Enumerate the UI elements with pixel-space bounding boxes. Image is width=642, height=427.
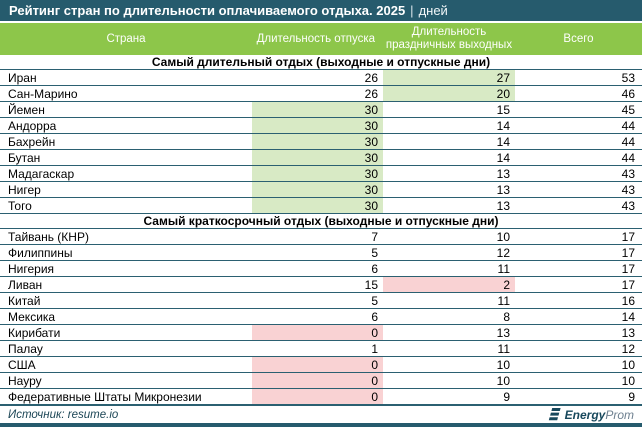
table-row bbox=[0, 118, 642, 134]
total-days-cell: 17 bbox=[515, 245, 642, 261]
country-cell: Бахрейн bbox=[0, 134, 252, 150]
holiday-days-cell: 20 bbox=[383, 86, 515, 102]
holiday-days-cell: 13 bbox=[383, 198, 515, 214]
holiday-days-cell: 10 bbox=[383, 357, 515, 373]
table-row bbox=[0, 134, 642, 150]
total-days-cell: 9 bbox=[515, 389, 642, 405]
country-cell: Федеративные Штаты Микронезии bbox=[0, 389, 252, 405]
logo-text-prom: Prom bbox=[605, 407, 634, 422]
table-row bbox=[0, 277, 642, 293]
energyprom-logo-icon bbox=[547, 408, 562, 421]
table-row bbox=[0, 357, 642, 373]
country-cell: Тайвань (КНР) bbox=[0, 229, 252, 245]
country-cell: Того bbox=[0, 198, 252, 214]
table-row bbox=[0, 341, 642, 357]
vacation-days-cell: 5 bbox=[252, 245, 383, 261]
table-row bbox=[0, 166, 642, 182]
country-cell: Китай bbox=[0, 293, 252, 309]
vacation-days-cell: 30 bbox=[252, 182, 383, 198]
total-days-cell: 17 bbox=[515, 261, 642, 277]
vacation-days-cell: 30 bbox=[252, 166, 383, 182]
country-cell: Ливан bbox=[0, 277, 252, 293]
total-days-cell: 44 bbox=[515, 134, 642, 150]
country-cell: Бутан bbox=[0, 150, 252, 166]
section-header: Самый краткосрочный отдых (выходные и отпускные дни) bbox=[0, 214, 642, 229]
country-cell: Мексика bbox=[0, 309, 252, 325]
holiday-days-cell: 11 bbox=[383, 341, 515, 357]
table-row bbox=[0, 373, 642, 389]
holiday-days-cell: 13 bbox=[383, 325, 515, 341]
total-days-cell: 43 bbox=[515, 182, 642, 198]
holiday-days-cell: 8 bbox=[383, 309, 515, 325]
vacation-days-cell: 30 bbox=[252, 118, 383, 134]
vacation-days-cell: 30 bbox=[252, 150, 383, 166]
vacation-days-cell: 6 bbox=[252, 261, 383, 277]
country-cell: Йемен bbox=[0, 102, 252, 118]
source-note: Источник: resume.io bbox=[8, 408, 119, 421]
column-header-row bbox=[0, 23, 642, 55]
page-title: Рейтинг стран по длительности оплачиваемого отдыха. 2025 bbox=[9, 3, 406, 18]
country-cell: Нигер bbox=[0, 182, 252, 198]
country-cell: Иран bbox=[0, 70, 252, 86]
vacation-days-cell: 0 bbox=[252, 389, 383, 405]
country-cell: Кирибати bbox=[0, 325, 252, 341]
table-row bbox=[0, 182, 642, 198]
column-header-country: Страна bbox=[0, 23, 252, 55]
holiday-days-cell: 12 bbox=[383, 245, 515, 261]
table-row bbox=[0, 309, 642, 325]
vacation-days-cell: 7 bbox=[252, 229, 383, 245]
table-row bbox=[0, 70, 642, 86]
country-cell: Палау bbox=[0, 341, 252, 357]
total-days-cell: 14 bbox=[515, 309, 642, 325]
column-header-holidays: Длительность праздничных выходных bbox=[383, 23, 515, 55]
total-days-cell: 10 bbox=[515, 373, 642, 389]
total-days-cell: 16 bbox=[515, 293, 642, 309]
country-cell: Науру bbox=[0, 373, 252, 389]
table-row bbox=[0, 245, 642, 261]
vacation-days-cell: 26 bbox=[252, 86, 383, 102]
holiday-days-cell: 27 bbox=[383, 70, 515, 86]
total-days-cell: 10 bbox=[515, 357, 642, 373]
holiday-days-cell: 10 bbox=[383, 229, 515, 245]
energyprom-logo bbox=[547, 406, 634, 424]
total-days-cell: 44 bbox=[515, 150, 642, 166]
holiday-days-cell: 9 bbox=[383, 389, 515, 405]
table-row bbox=[0, 389, 642, 405]
section-header-row bbox=[0, 214, 642, 229]
total-days-cell: 17 bbox=[515, 229, 642, 245]
table-row bbox=[0, 229, 642, 245]
total-days-cell: 46 bbox=[515, 86, 642, 102]
total-days-cell: 43 bbox=[515, 198, 642, 214]
holiday-days-cell: 13 bbox=[383, 182, 515, 198]
vacation-days-cell: 0 bbox=[252, 357, 383, 373]
holiday-days-cell: 14 bbox=[383, 134, 515, 150]
section-header-row bbox=[0, 55, 642, 70]
total-days-cell: 43 bbox=[515, 166, 642, 182]
vacation-days-cell: 26 bbox=[252, 70, 383, 86]
table-row bbox=[0, 150, 642, 166]
holiday-days-cell: 14 bbox=[383, 150, 515, 166]
total-days-cell: 53 bbox=[515, 70, 642, 86]
holiday-days-cell: 15 bbox=[383, 102, 515, 118]
country-cell: Нигерия bbox=[0, 261, 252, 277]
logo-text-energy: Energy bbox=[564, 407, 606, 422]
vacation-days-cell: 30 bbox=[252, 198, 383, 214]
column-header-total: Всего bbox=[515, 23, 642, 55]
holiday-days-cell: 11 bbox=[383, 261, 515, 277]
holiday-days-cell: 11 bbox=[383, 293, 515, 309]
total-days-cell: 17 bbox=[515, 277, 642, 293]
vacation-days-cell: 0 bbox=[252, 325, 383, 341]
vacation-days-cell: 30 bbox=[252, 134, 383, 150]
country-cell: США bbox=[0, 357, 252, 373]
title-bar bbox=[0, 0, 642, 21]
rating-table bbox=[0, 23, 642, 405]
section-header: Самый длительный отдых (выходные и отпускные дни) bbox=[0, 55, 642, 70]
footer bbox=[0, 405, 642, 423]
total-days-cell: 44 bbox=[515, 118, 642, 134]
vacation-days-cell: 0 bbox=[252, 373, 383, 389]
vacation-days-cell: 1 bbox=[252, 341, 383, 357]
vacation-days-cell: 15 bbox=[252, 277, 383, 293]
country-cell: Андорра bbox=[0, 118, 252, 134]
holiday-days-cell: 13 bbox=[383, 166, 515, 182]
total-days-cell: 45 bbox=[515, 102, 642, 118]
table-row bbox=[0, 325, 642, 341]
table-row bbox=[0, 102, 642, 118]
holiday-days-cell: 2 bbox=[383, 277, 515, 293]
vacation-days-cell: 5 bbox=[252, 293, 383, 309]
vacation-days-cell: 30 bbox=[252, 102, 383, 118]
country-cell: Сан-Марино bbox=[0, 86, 252, 102]
holiday-days-cell: 14 bbox=[383, 118, 515, 134]
bottom-bar bbox=[0, 423, 642, 427]
title-unit: дней bbox=[418, 3, 448, 18]
table-row bbox=[0, 86, 642, 102]
table-row bbox=[0, 261, 642, 277]
total-days-cell: 12 bbox=[515, 341, 642, 357]
title-separator: | bbox=[410, 3, 414, 18]
table-row bbox=[0, 293, 642, 309]
holiday-days-cell: 10 bbox=[383, 373, 515, 389]
total-days-cell: 13 bbox=[515, 325, 642, 341]
column-header-vacation: Длительность отпуска bbox=[252, 23, 383, 55]
vacation-days-cell: 6 bbox=[252, 309, 383, 325]
table-row bbox=[0, 198, 642, 214]
country-cell: Мадагаскар bbox=[0, 166, 252, 182]
country-cell: Филиппины bbox=[0, 245, 252, 261]
